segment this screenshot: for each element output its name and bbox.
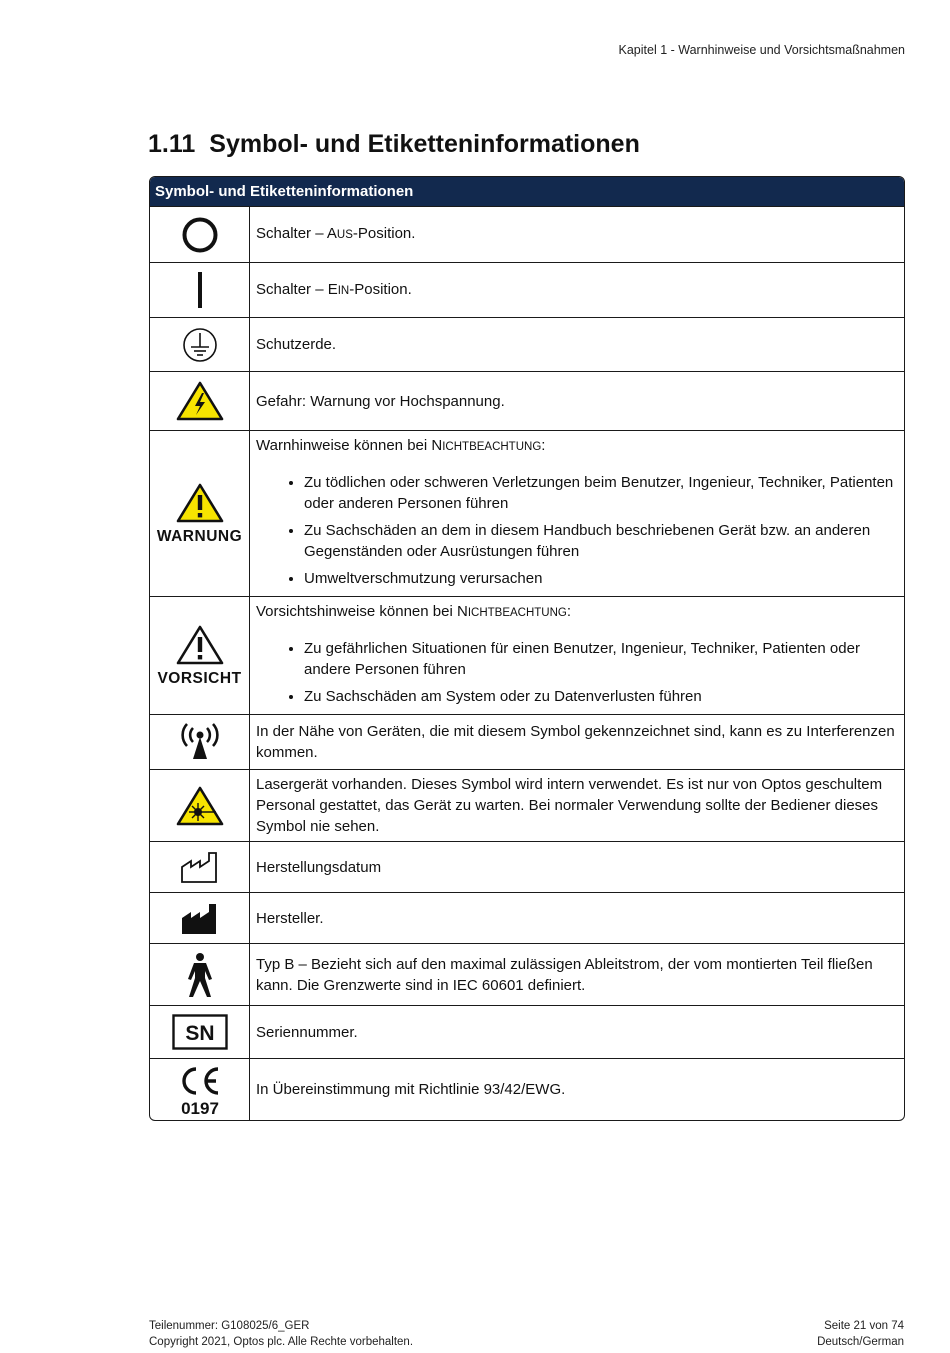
table-row <box>150 317 904 371</box>
serial-number-icon <box>172 1014 228 1050</box>
list-item: • Zu Sachschäden an dem in diesem Handbuch beschriebenen Gerät bzw. an anderen Gegenständen oder Ausrüstungen führen <box>304 520 896 562</box>
table-row <box>150 892 904 943</box>
symbol-cell <box>150 944 250 1005</box>
table-row <box>150 262 904 317</box>
description-cell: Lasergerät vorhanden. Dieses Symbol wird intern verwendet. Es ist nur von Optos geschultem Personal gestattet, das Gerät zu warten. Bei normaler Verwendung sollte der Bediener dieses Symbol nie sehen. <box>256 776 883 835</box>
symbol-cell <box>150 770 250 841</box>
symbol-cell <box>150 842 250 892</box>
description-cell <box>250 431 904 596</box>
off-sc-first: A <box>326 225 337 242</box>
caution-intro-end: : <box>566 603 572 620</box>
non-ionizing-radiation-icon <box>179 723 221 761</box>
on-text: Schalter – <box>256 280 328 298</box>
power-on-icon <box>195 270 205 310</box>
symbol-cell <box>150 597 250 714</box>
table-row <box>150 714 904 769</box>
on-sc-first: E <box>327 280 338 298</box>
page-number: Seite 21 von 74 <box>824 1320 904 1332</box>
table-row <box>150 206 904 262</box>
off-text: Schalter – <box>256 225 327 242</box>
on-text-end: -Position. <box>349 280 412 298</box>
serial-symbol-text: SN <box>184 1022 215 1045</box>
symbol-table <box>149 176 905 1121</box>
warning-bullet-list <box>256 472 896 595</box>
table-row <box>150 596 904 714</box>
table-row <box>150 769 904 841</box>
description-cell <box>250 597 904 714</box>
high-voltage-icon <box>176 380 224 422</box>
type-b-applied-part-icon <box>185 952 215 998</box>
section-title <box>148 130 640 159</box>
description-cell: Hersteller. <box>256 909 324 927</box>
caution-label: VORSICHT <box>157 669 242 687</box>
list-item: • Zu gefährlichen Situationen für einen Benutzer, Ingenieur, Techniker, Patienten oder andere Personen führen <box>304 638 896 680</box>
warning-triangle-icon <box>176 482 224 524</box>
table-row <box>150 430 904 596</box>
table-row <box>150 943 904 1005</box>
off-text-end: -Position. <box>352 225 416 242</box>
table-row <box>150 841 904 892</box>
ce-number: 0197 <box>180 1098 219 1116</box>
manufacture-date-icon <box>180 849 220 885</box>
description-cell: Seriennummer. <box>256 1023 358 1041</box>
footer-left <box>149 1318 413 1350</box>
symbol-cell <box>150 207 250 262</box>
caution-intro: Vorsichtshinweise können bei <box>256 603 457 620</box>
description-cell <box>250 207 904 262</box>
table-row <box>150 1058 904 1120</box>
symbol-cell <box>150 263 250 317</box>
symbol-cell <box>150 715 250 769</box>
description-cell: Typ B – Bezieht sich auf den maximal zulässigen Ableitstrom, der vom montierten Teil fließen kann. Die Grenzwerte sind in IEC 60601 definiert. <box>256 955 873 994</box>
caution-bullet-list <box>256 638 896 713</box>
symbol-cell <box>150 893 250 943</box>
symbol-cell <box>150 318 250 371</box>
language: Deutsch/German <box>817 1336 904 1348</box>
description-cell: Herstellungsdatum <box>256 858 382 876</box>
copyright: Copyright 2021, Optos plc. Alle Rechte vorbehalten. <box>149 1336 414 1348</box>
list-item: • Zu Sachschäden am System oder zu Datenverlusten führen <box>304 686 896 707</box>
table-row <box>150 371 904 430</box>
caution-triangle-icon <box>176 624 224 666</box>
part-number: Teilenummer: G108025/6_GER <box>149 1320 310 1332</box>
section-number: 1.11 <box>148 130 196 158</box>
warning-intro-sc-rest: ICHTBEACHTUNG <box>442 441 542 453</box>
description-cell: Schutzerde. <box>256 336 337 353</box>
description-cell: In Übereinstimmung mit Richtlinie 93/42/EWG. <box>256 1081 566 1098</box>
warning-intro: Warnhinweise können bei <box>256 437 432 454</box>
table-row <box>150 1005 904 1058</box>
ce-mark-icon <box>176 1064 224 1116</box>
description-cell: Gefahr: Warnung vor Hochspannung. <box>256 392 505 410</box>
symbol-cell <box>150 372 250 430</box>
warning-intro-end: : <box>541 437 546 454</box>
list-item: • Zu tödlichen oder schweren Verletzungen beim Benutzer, Ingenieur, Techniker, Patienten oder anderen Personen führen <box>304 472 896 514</box>
laser-hazard-icon <box>176 785 224 827</box>
symbol-cell <box>150 1006 250 1058</box>
power-off-icon <box>181 216 219 254</box>
list-item: • Umweltverschmutzung verursachen <box>304 568 896 589</box>
description-cell <box>250 263 904 317</box>
section-title-text: Symbol- und Etiketteninformationen <box>209 130 640 158</box>
running-header: Kapitel 1 - Warnhinweise und Vorsichtsmaßnahmen <box>618 43 905 57</box>
description-cell: In der Nähe von Geräten, die mit diesem Symbol gekennzeichnet sind, kann es zu Interferenzen kommen. <box>256 723 895 761</box>
symbol-cell <box>150 1059 250 1120</box>
caution-intro-sc-rest: ICHTBEACHTUNG <box>467 607 567 619</box>
warning-intro-sc-first: N <box>431 437 443 454</box>
protective-earth-icon <box>181 326 219 364</box>
manufacturer-icon <box>180 900 220 936</box>
off-sc-rest: US <box>336 229 353 241</box>
warning-label: WARNUNG <box>156 527 243 545</box>
footer-right <box>817 1318 904 1350</box>
on-sc-rest: IN <box>337 284 350 297</box>
symbol-cell <box>150 431 250 596</box>
table-heading: Symbol- und Etiketteninformationen <box>150 177 904 206</box>
caution-intro-sc-first: N <box>456 603 468 620</box>
